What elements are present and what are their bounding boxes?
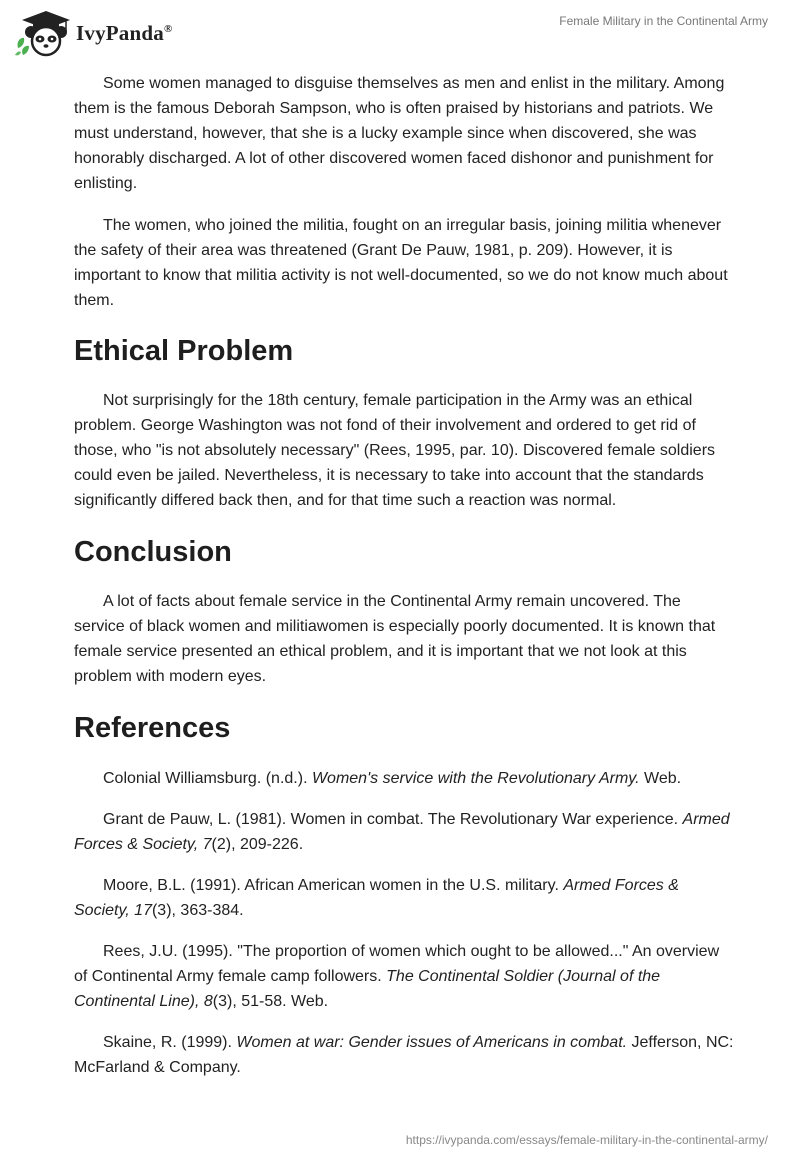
reference-item: Colonial Williamsburg. (n.d.). Women's service with the Revolutionary Army. Web. bbox=[103, 770, 682, 787]
body-paragraph: Some women managed to disguise themselves as men and enlist in the military. Among them is the famous Deborah Sampson, who is often praised by historians and patriots. We must understand, however, that she is a lucky example since when discovered, she was honorably discharged. A lot of other discovered women faced dishonor and punishment for enlisting. bbox=[74, 75, 725, 192]
reference-item: Rees, J.U. (1995). "The proportion of women which ought to be allowed..." An overview of Continental Army female camp followers. The Continental Soldier (Journal of the Continental Line), 8(3), 51-58. Web. bbox=[74, 943, 720, 1010]
reference-item: Grant de Pauw, L. (1981). Women in combat. The Revolutionary War experience. Armed Forces & Society, 7(2), 209-226. bbox=[74, 811, 730, 853]
reference-item: Moore, B.L. (1991). African American women in the U.S. military. Armed Forces & Society, 17(3), 363-384. bbox=[74, 877, 679, 919]
section-heading-ethical: Ethical Problem bbox=[74, 335, 294, 367]
body-paragraph: Not surprisingly for the 18th century, female participation in the Army was an ethical problem. George Washington was not fond of their involvement and ordered to get rid of those, who "is not absolutely necessary" (Rees, 1995, par. 10). Discovered female soldiers could even be jailed. Nevertheless, it is necessary to take into account that the standards significantly differed back then, and for that time such a reaction was normal. bbox=[74, 392, 716, 509]
section-heading-references: References bbox=[74, 712, 231, 744]
document-title: Female Military in the Continental Army bbox=[559, 14, 768, 28]
page-header bbox=[0, 0, 800, 70]
ivypanda-logo[interactable] bbox=[14, 8, 172, 58]
reference-item: Skaine, R. (1999). Women at war: Gender issues of Americans in combat. Jefferson, NC: McFarland & Company. bbox=[74, 1034, 734, 1076]
source-url-link[interactable]: https://ivypanda.com/essays/female-military-in-the-continental-army/ bbox=[405, 1133, 768, 1147]
section-heading-conclusion: Conclusion bbox=[74, 536, 232, 568]
panda-graduate-icon bbox=[14, 8, 70, 58]
essay-body bbox=[74, 71, 734, 1096]
body-paragraph: A lot of facts about female service in the Continental Army remain uncovered. The service of black women and militiawomen is especially poorly documented. It is known that female service presented an ethical problem, and it is important that we not look at this problem with modern eyes. bbox=[74, 593, 716, 685]
brand-name: IvyPanda® bbox=[76, 20, 173, 45]
body-paragraph: The women, who joined the militia, fought on an irregular basis, joining militia whenever the safety of their area was threatened (Grant De Pauw, 1981, p. 209). However, it is important to know that militia activity is not well-documented, so we do not know much about them. bbox=[74, 217, 728, 309]
